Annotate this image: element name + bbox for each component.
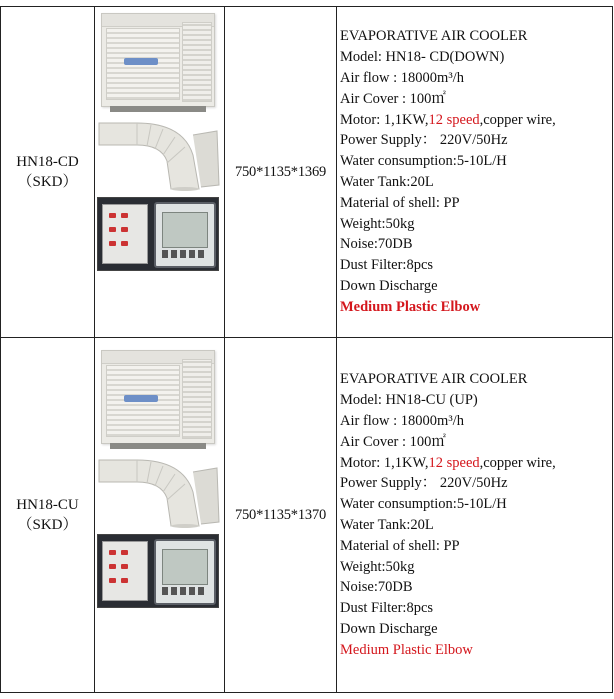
spec-water-consumption: Water consumption:5-10L/H bbox=[340, 153, 507, 170]
air-cooler-unit-image bbox=[101, 13, 215, 107]
spec-motor bbox=[340, 453, 612, 474]
spec-power-supply: Power Supply： 220V/50Hz bbox=[340, 132, 508, 149]
spec-cell bbox=[337, 338, 613, 693]
spec-noise: Noise:70DB bbox=[340, 579, 413, 596]
table-row bbox=[1, 7, 613, 338]
model-cell bbox=[1, 338, 95, 693]
spec-title: EVAPORATIVE AIR COOLER bbox=[340, 28, 528, 45]
spec-discharge: Down Discharge bbox=[340, 277, 438, 294]
image-cell bbox=[95, 7, 225, 338]
spec-shell-material: Material of shell: PP bbox=[340, 194, 460, 211]
spec-motor-suffix: ,copper wire, bbox=[479, 111, 556, 128]
spec-air-cover: Air Cover : 100㎡ bbox=[340, 90, 446, 107]
spec-model: Model: HN18- CD(DOWN) bbox=[340, 49, 505, 66]
spec-air-flow: Air flow : 18000m³/h bbox=[340, 413, 464, 430]
spec-dust-filter: Dust Filter:8pcs bbox=[340, 600, 434, 617]
spec-motor-prefix: Motor: 1,1KW, bbox=[340, 111, 429, 128]
plastic-elbow-image bbox=[97, 115, 221, 191]
spec-motor-speed: 12 speed bbox=[428, 111, 480, 128]
model-variant: （SKD） bbox=[17, 517, 78, 533]
spec-power-supply: Power Supply： 220V/50Hz bbox=[340, 475, 508, 492]
spec-dust-filter: Dust Filter:8pcs bbox=[340, 257, 434, 274]
table-row bbox=[1, 338, 613, 693]
model-name: HN18-CD bbox=[16, 154, 79, 170]
spec-title: EVAPORATIVE AIR COOLER bbox=[340, 371, 528, 388]
model-name: HN18-CU bbox=[16, 497, 79, 513]
controller-panel-image bbox=[97, 534, 219, 608]
model-variant: （SKD） bbox=[17, 174, 78, 190]
product-spec-table bbox=[0, 6, 613, 693]
spec-discharge: Down Discharge bbox=[340, 620, 438, 637]
model-cell bbox=[1, 7, 95, 338]
spec-motor-speed: 12 speed bbox=[428, 454, 480, 471]
spec-elbow: Medium Plastic Elbow bbox=[340, 641, 473, 658]
spec-water-tank: Water Tank:20L bbox=[340, 517, 434, 533]
spec-air-flow: Air flow : 18000m³/h bbox=[340, 70, 464, 87]
spec-motor-suffix: ,copper wire, bbox=[479, 454, 556, 471]
image-cell bbox=[95, 338, 225, 693]
size-cell: 750*1135*1370 bbox=[225, 338, 337, 693]
spec-water-tank: Water Tank:20L bbox=[340, 174, 434, 190]
spec-motor-prefix: Motor: 1,1KW, bbox=[340, 454, 429, 471]
spec-weight: Weight:50kg bbox=[340, 558, 415, 575]
spec-weight: Weight:50kg bbox=[340, 215, 415, 232]
spec-elbow: Medium Plastic Elbow bbox=[340, 298, 481, 315]
air-cooler-unit-image bbox=[101, 350, 215, 444]
spec-water-consumption: Water consumption:5-10L/H bbox=[340, 496, 507, 513]
spec-shell-material: Material of shell: PP bbox=[340, 537, 460, 554]
spec-cell bbox=[337, 7, 613, 338]
spec-noise: Noise:70DB bbox=[340, 236, 413, 253]
size-cell: 750*1135*1369 bbox=[225, 7, 337, 338]
spec-motor bbox=[340, 110, 612, 131]
spec-air-cover: Air Cover : 100㎡ bbox=[340, 433, 446, 450]
controller-panel-image bbox=[97, 197, 219, 271]
spec-model: Model: HN18-CU (UP) bbox=[340, 392, 478, 409]
plastic-elbow-image bbox=[97, 452, 221, 528]
